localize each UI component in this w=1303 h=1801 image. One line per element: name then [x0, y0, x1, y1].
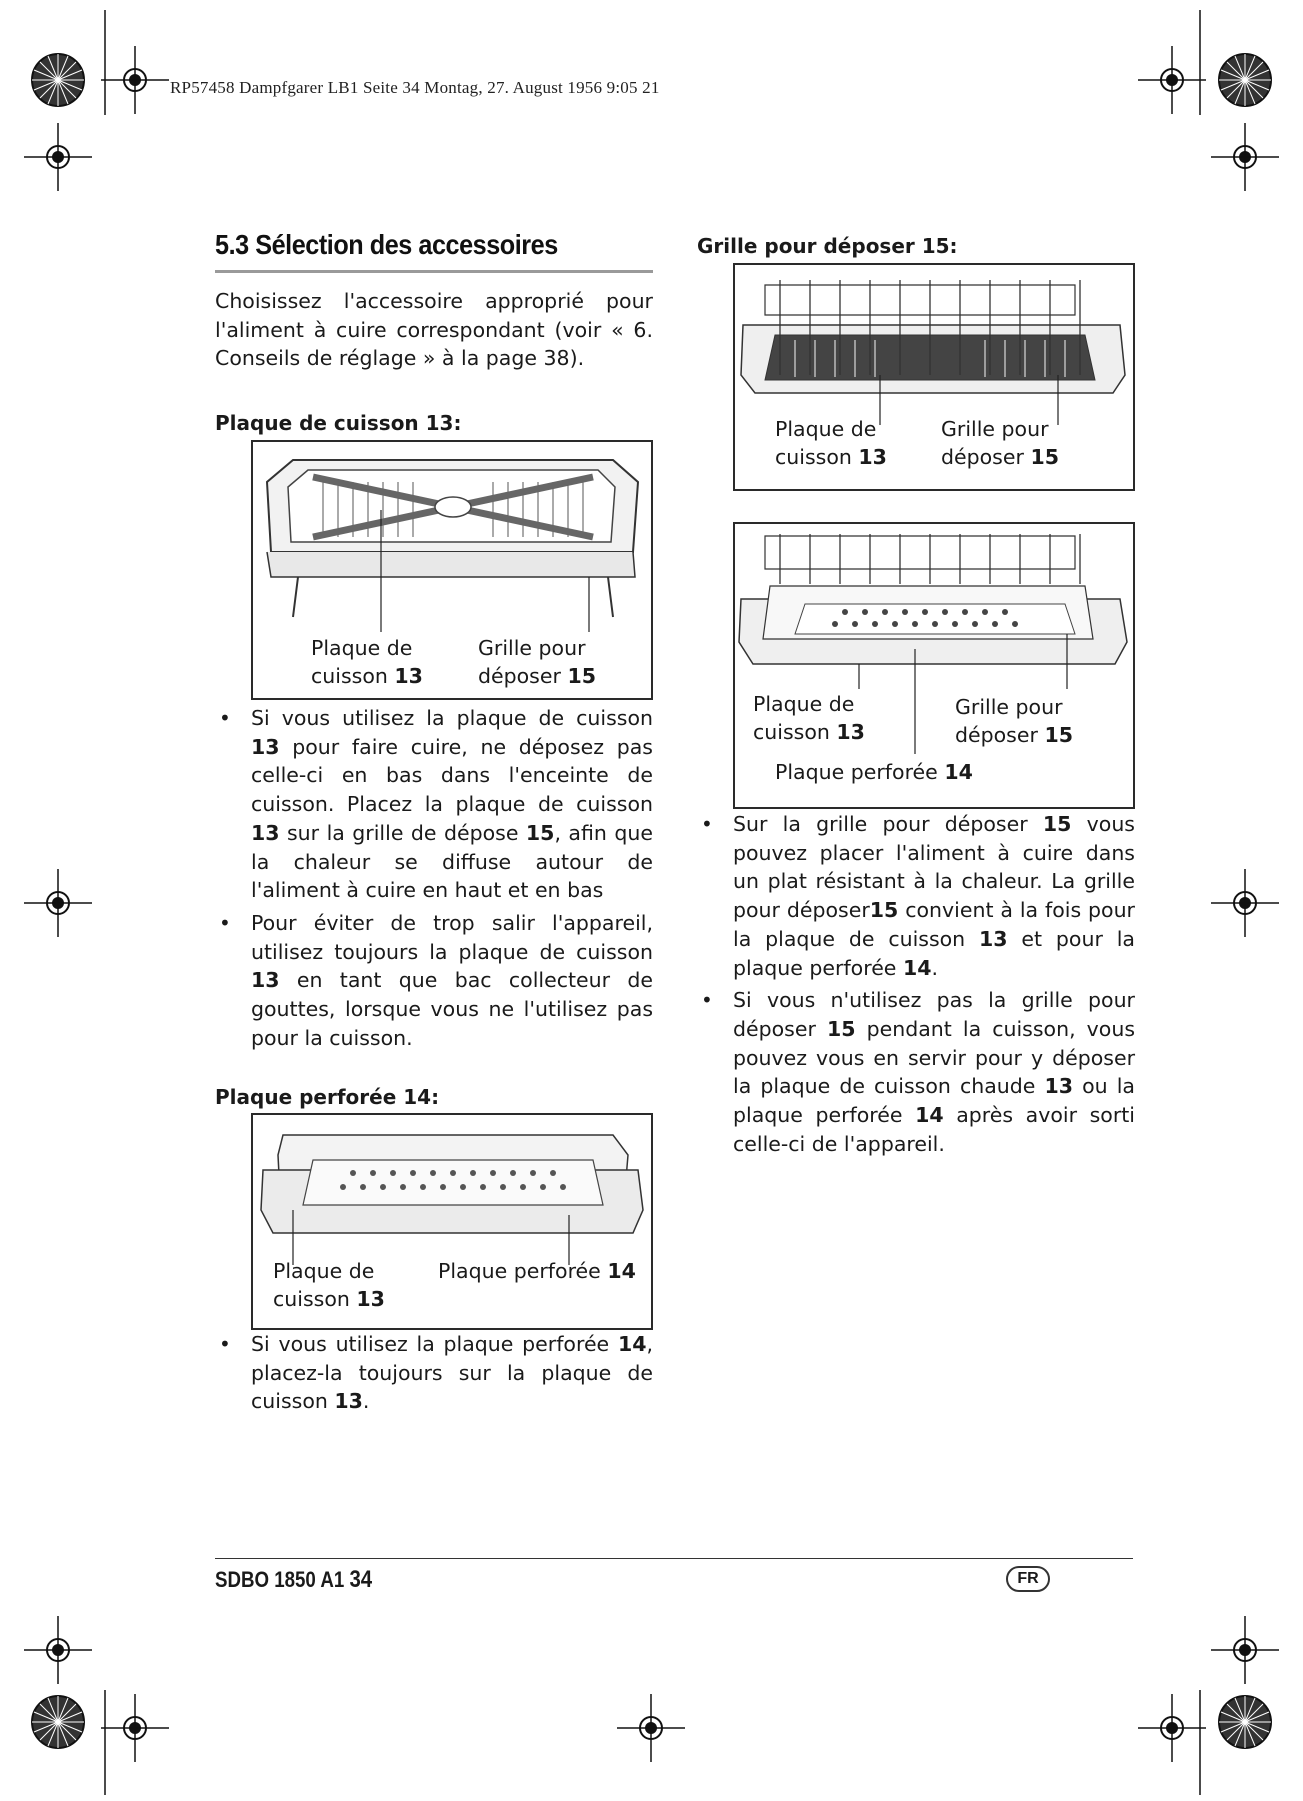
- list-item: • Sur la grille pour déposer 15 vous pouvez placer l'aliment à cuire dans un plat résistant à la chaleur. La grille pour déposer15 convient à la fois pour la plaque de cuisson 13 et pour la plaque perforée 14.: [697, 810, 1135, 982]
- plaque-cuisson-bullets-wrap: [215, 704, 653, 1052]
- fig-plaque-perforee-label-plaque: Plaque de cuisson 13: [273, 1259, 385, 1311]
- plaque-perforee-bullets-wrap: [215, 1330, 653, 1416]
- page-number: 34: [349, 1566, 373, 1593]
- fig-plaque-cuisson-label-grille: Grille pour déposer 15: [478, 636, 596, 688]
- grille-heading-wrap: [697, 233, 1099, 259]
- fig-plaque-cuisson-label-plaque: Plaque de cuisson 13: [311, 636, 423, 688]
- list-item: • Si vous utilisez la plaque de cuisson 13 pour faire cuire, ne déposez pas celle-ci en bas dans l'enceinte de cuisson. Placez la plaque de cuisson 13 sur la grille de dépose 15, afin que la chaleur se diffuse autour de l'aliment à cuire en haut et en bas: [215, 704, 653, 905]
- list-item: • Si vous n'utilisez pas la grille pour déposer 15 pendant la cuisson, vous pouvez vous en servir pour y déposer la plaque de cuisson chaude 13 ou la plaque perforée 14 après avoir sorti celle-ci de l'appareil.: [697, 986, 1135, 1158]
- language-badge: FR: [1006, 1566, 1050, 1592]
- fig-grille-1-label-plaque: Plaque de cuisson 13: [775, 417, 887, 469]
- plaque-perforee-heading-wrap: [215, 1084, 653, 1110]
- list-item: • Pour éviter de trop salir l'appareil, utilisez toujours la plaque de cuisson 13 en tant que bac collecteur de gouttes, lorsque vous ne l'utilisez pas pour la cuisson.: [215, 909, 653, 1053]
- fig-grille-2-label-plaque: Plaque de cuisson 13: [753, 692, 865, 744]
- fig-plaque-perforee-label-perforee: Plaque perforée 14: [438, 1259, 636, 1283]
- fig-grille-2-label-grille: Grille pour déposer 15: [955, 695, 1073, 747]
- title-rule: [215, 270, 653, 273]
- plaque-cuisson-heading-wrap: [215, 410, 653, 436]
- grille-heading: Grille pour déposer 15:: [697, 234, 958, 258]
- plaque-perforee-bullets: [215, 1330, 653, 1416]
- plaque-cuisson-heading: Plaque de cuisson 13:: [215, 411, 462, 435]
- figure-plaque-perforee: [251, 1113, 653, 1330]
- left-column: [215, 228, 653, 373]
- grille-bullets: [697, 810, 1135, 1158]
- section-title: 5.3 Sélection des accessoires: [215, 229, 558, 260]
- footer-model: SDBO 1850 A1 34: [215, 1566, 373, 1593]
- fig-grille-2-label-perforee: Plaque perforée 14: [775, 760, 973, 784]
- plaque-cuisson-bullets: [215, 704, 653, 1052]
- figure-grille-1: [733, 263, 1135, 491]
- figure-plaque-cuisson: [251, 440, 653, 700]
- figure-grille-2: [733, 522, 1135, 809]
- print-header: RP57458 Dampfgarer LB1 Seite 34 Montag, 27. August 1956 9:05 21: [170, 78, 660, 97]
- list-item: • Si vous utilisez la plaque perforée 14, placez-la toujours sur la plaque de cuisson 13.: [215, 1330, 653, 1416]
- footer-rule: [215, 1558, 1133, 1559]
- plaque-perforee-heading: Plaque perforée 14:: [215, 1085, 440, 1109]
- grille-bullets-wrap: [697, 810, 1135, 1158]
- intro-paragraph: Choisissez l'accessoire approprié pour l'aliment à cuire correspondant (voir « 6. Conseils de réglage » à la page 38).: [215, 289, 653, 371]
- fig-grille-1-label-grille: Grille pour déposer 15: [941, 417, 1059, 469]
